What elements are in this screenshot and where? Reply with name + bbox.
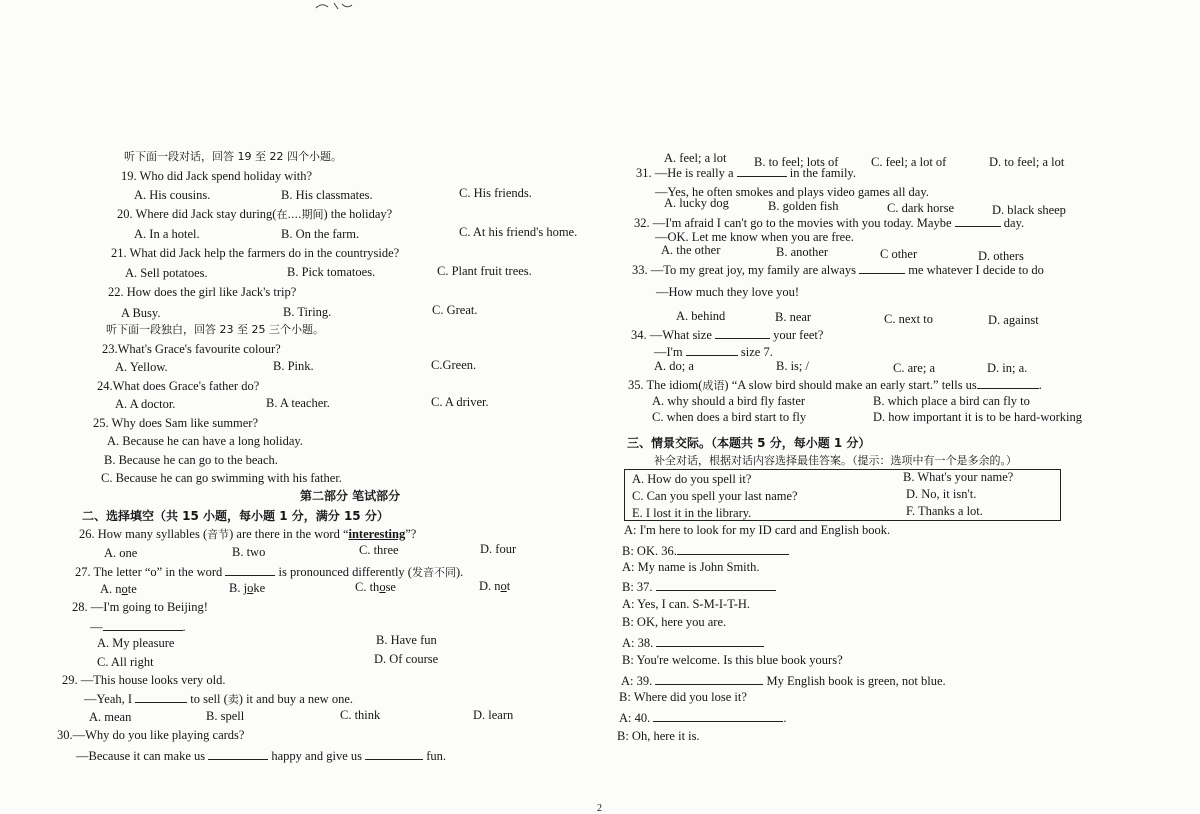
question-32: 32. —I'm afraid I can't go to the movies with you today. Maybe day. (634, 216, 1025, 230)
box-option-c: C. Can you spell your last name? (632, 489, 798, 503)
q29-option-a: A. mean (89, 710, 132, 724)
q29-option-b: B. spell (206, 709, 245, 723)
q33-option-c: C. next to (884, 312, 933, 326)
q24-option-c: C. A driver. (431, 395, 489, 409)
q32-option-a: A. the other (661, 243, 721, 257)
q24-option-a: A. A doctor. (115, 397, 176, 411)
q31-option-b: B. golden fish (768, 199, 839, 213)
q35-option-c: C. when does a bird start to fly (652, 410, 807, 424)
question-26: 26. How many syllables (音节) are there in the word “interesting”? (79, 527, 417, 541)
question-21: 21. What did Jack help the farmers do in the countryside? (111, 246, 400, 260)
q30-option-b: B. to feel; lots of (754, 155, 839, 169)
q22-option-c: C. Great. (432, 303, 478, 317)
q23-option-c: C.Green. (431, 358, 477, 372)
box-option-e: E. I lost it in the library. (632, 506, 752, 520)
box-option-f: F. Thanks a lot. (906, 504, 983, 518)
q25-option-b: B. Because he can go to the beach. (104, 453, 278, 467)
q28-option-c: C. All right (97, 655, 154, 669)
q28-blank (103, 619, 183, 631)
q32-option-c: C other (880, 247, 918, 261)
question-24: 24.What does Grace's father do? (97, 379, 260, 393)
q22-option-b: B. Tiring. (283, 305, 332, 319)
q29-blank (135, 691, 187, 703)
listening-intro-23-25: 听下面一段独白，回答 23 至 25 三个小题。 (106, 323, 324, 336)
q21-option-c: C. Plant fruit trees. (437, 264, 532, 278)
question-28: 28. —I'm going to Beijing! (72, 600, 208, 614)
q30-option-a: A. feel; a lot (664, 151, 727, 165)
answer-blank-37 (656, 579, 776, 591)
answer-blank-39 (655, 673, 763, 685)
dialog-line-4: B: 37. (622, 579, 776, 594)
question-35: 35. The idiom(成语) “A slow bird should make an early start.” tells us . (628, 378, 1042, 392)
question-19: 19. Who did Jack spend holiday with? (121, 169, 313, 183)
dialog-line-8: B: You're welcome. Is this blue book yours? (622, 653, 843, 667)
q35-option-b: B. which place a bird can fly to (873, 394, 1030, 408)
q30-blank-2 (365, 748, 423, 760)
q27-option-c: C. those (355, 580, 396, 594)
question-29: 29. —This house looks very old. (62, 673, 226, 687)
q30-line2: —Because it can make us happy and give us fun. (76, 749, 447, 763)
section-two-heading: 二、选择填空（共 15 小题，每小题 1 分，满分 15 分） (82, 509, 389, 523)
q34-option-b: B. is; / (776, 359, 809, 373)
q28-option-d: D. Of course (374, 652, 439, 666)
dialog-line-1: A: I'm here to look for my ID card and English book. (624, 523, 891, 537)
q29-line2: —Yeah, I to sell (卖) it and buy a new one. (84, 692, 353, 706)
dialog-line-5: A: Yes, I can. S-M-I-T-H. (622, 597, 751, 611)
q33-option-d: D. against (988, 313, 1039, 327)
q34-blank-1 (715, 327, 770, 339)
question-23: 23.What's Grace's favourite colour? (102, 342, 281, 356)
q34-line2: —I'm size 7. (654, 345, 773, 359)
q32-option-d: D. others (978, 249, 1024, 263)
answer-blank-36 (677, 543, 789, 555)
page-number: 2 (597, 803, 602, 814)
q34-option-c: C. are; a (893, 361, 935, 375)
question-33: 33. —To my great joy, my family are always me whatever I decide to do (632, 263, 1044, 277)
q31-line2: —Yes, he often smokes and plays video games all day. (655, 185, 929, 199)
question-22: 22. How does the girl like Jack's trip? (108, 285, 297, 299)
q31-blank (737, 165, 787, 177)
q30-option-c: C. feel; a lot of (871, 155, 947, 169)
box-option-a: A. How do you spell it? (632, 472, 752, 486)
q19-option-a: A. His cousins. (134, 188, 211, 202)
q26-option-b: B. two (232, 545, 266, 559)
q27-option-d: D. not (479, 579, 511, 593)
dialog-line-9: A: 39. My English book is green, not blue. (621, 674, 946, 688)
dialog-line-3: A: My name is John Smith. (622, 560, 760, 574)
q33-line2: —How much they love you! (656, 285, 800, 299)
q21-option-a: A. Sell potatoes. (125, 266, 208, 280)
q29-option-d: D. learn (473, 708, 514, 722)
q26-option-c: C. three (359, 543, 399, 557)
q33-option-b: B. near (775, 310, 812, 324)
q27-option-a: A. note (100, 582, 137, 596)
box-option-b: B. What's your name? (903, 470, 1014, 484)
q32-blank (955, 215, 1001, 227)
q27-blank (225, 564, 275, 576)
part-two-heading: 第二部分 笔试部分 (300, 489, 401, 503)
listening-intro-19-22: 听下面一段对话，回答 19 至 22 四个小题。 (124, 150, 342, 163)
box-option-d: D. No, it isn't. (906, 487, 977, 501)
q20-option-b: B. On the farm. (281, 227, 360, 241)
q27-option-b: B. joke (229, 581, 266, 595)
q30-option-d: D. to feel; a lot (989, 155, 1065, 169)
q22-option-a: A Busy. (121, 306, 161, 320)
question-25: 25. Why does Sam like summer? (93, 416, 259, 430)
answer-blank-40 (653, 710, 783, 722)
q34-option-d: D. in; a. (987, 361, 1028, 375)
question-27: 27. The letter “o” in the word is pronounced differently (发音不同). (75, 565, 464, 579)
q33-option-a: A. behind (676, 309, 726, 323)
q35-option-d: D. how important it is to be hard-working (873, 410, 1082, 424)
question-34: 34. —What size your feet? (631, 328, 824, 342)
q23-option-a: A. Yellow. (115, 360, 168, 374)
q26-option-a: A. one (104, 546, 138, 560)
q25-option-c: C. Because he can go swimming with his father. (101, 471, 342, 485)
q23-option-b: B. Pink. (273, 359, 314, 373)
q32-option-b: B. another (776, 245, 829, 259)
q24-option-b: B. A teacher. (266, 396, 330, 410)
q28-option-b: B. Have fun (376, 633, 437, 647)
q21-option-b: B. Pick tomatoes. (287, 265, 376, 279)
q35-option-a: A. why should a bird fly faster (652, 394, 806, 408)
section-three-heading: 三、情景交际。（本题共 5 分，每小题 1 分） (627, 436, 871, 450)
question-31: 31. —He is really a in the family. (636, 166, 856, 180)
q32-line2: —OK. Let me know when you are free. (655, 230, 854, 244)
q31-option-d: D. black sheep (992, 203, 1066, 217)
q35-blank (977, 377, 1039, 389)
q28-reply: — . (90, 620, 186, 634)
dialog-line-6: B: OK, here you are. (622, 615, 727, 629)
q31-option-a: A. lucky dog (664, 196, 729, 210)
handwritten-mark (314, 0, 354, 15)
q34-blank-2 (686, 344, 738, 356)
q28-option-a: A. My pleasure (97, 636, 175, 650)
dialog-line-7: A: 38. (622, 635, 764, 650)
dialog-line-2: B: OK. 36. (622, 543, 789, 558)
q19-option-c: C. His friends. (459, 186, 532, 200)
q30-blank-1 (208, 748, 268, 760)
q29-option-c: C. think (340, 708, 381, 722)
q20-option-a: A. In a hotel. (134, 227, 200, 241)
q31-option-c: C. dark horse (887, 201, 954, 215)
q19-option-b: B. His classmates. (281, 188, 373, 202)
dialog-line-10: B: Where did you lose it? (619, 690, 747, 704)
question-20: 20. Where did Jack stay during(在....期间) the holiday? (117, 207, 393, 221)
dialog-line-12: B: Oh, here it is. (617, 729, 700, 743)
q33-blank (859, 262, 905, 274)
q20-option-c: C. At his friend's home. (459, 225, 578, 239)
section-three-instructions: 补全对话，根据对话内容选择最佳答案。（提示：选项中有一个是多余的。） (654, 454, 1017, 467)
q26-option-d: D. four (480, 542, 517, 556)
question-30: 30.—Why do you like playing cards? (57, 728, 245, 742)
q25-option-a: A. Because he can have a long holiday. (107, 434, 303, 448)
answer-blank-38 (656, 635, 764, 647)
dialog-line-11: A: 40. . (619, 711, 787, 725)
q34-option-a: A. do; a (654, 359, 694, 373)
